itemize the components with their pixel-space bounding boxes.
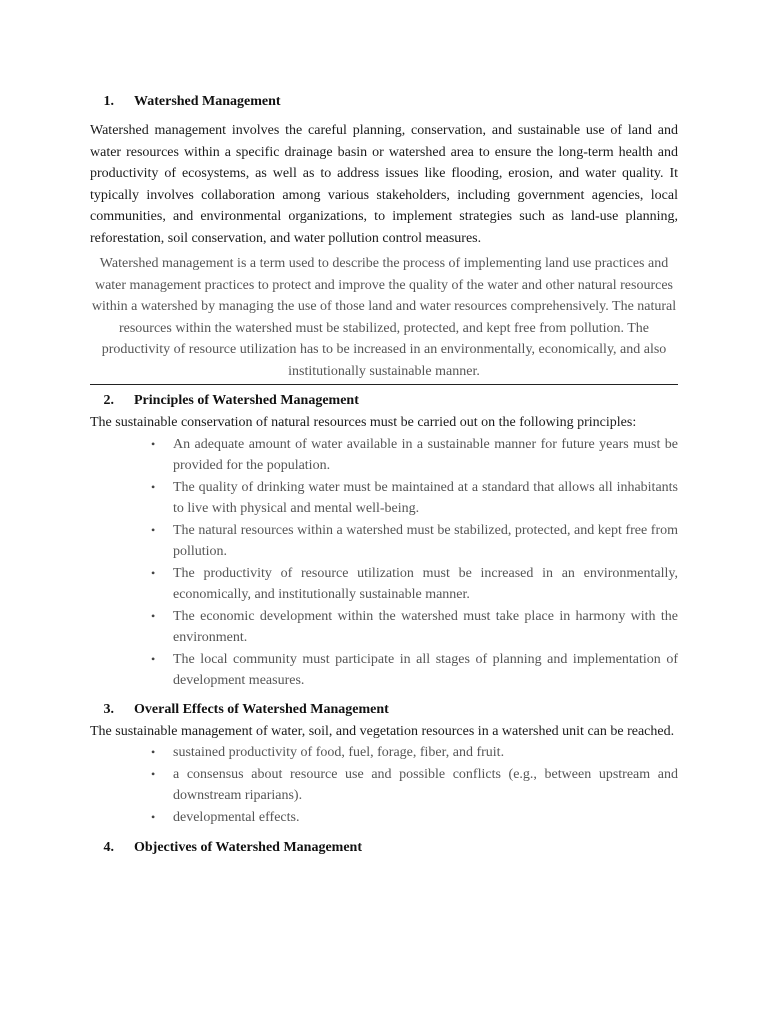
list-item: • a consensus about resource use and possible conflicts (e.g., between upstream and downstream riparians). [173,764,678,807]
bullet-icon: • [151,809,156,824]
section-3-bullet-list [90,742,678,828]
list-item: • The quality of drinking water must be maintained at a standard that allows all inhabitants to live with physical and mental well-being. [173,477,678,520]
bullet-icon: • [151,651,156,666]
section-2-intro: The sustainable conservation of natural resources must be carried out on the following principles: [90,415,637,430]
bullet-icon: • [151,745,156,759]
bullet-icon: • [151,522,156,537]
section-1-heading [90,92,678,112]
section-1-paragraph-2: Watershed management is a term used to describe the process of implementing land use practices and water management practices to protect and improve the quality of the water and other natural resources within a watershed by managing the use of those land and water resources comprehensively. The natural resources within the watershed must be stabilized, protected, and kept free from pollution. The productivity of resource utilization has to be increased in an environmentally, economically, and also institutionally sustainable manner. [91,256,677,379]
bullet-icon: • [151,608,156,623]
section-divider [90,384,678,385]
section-1-title: Watershed Management [134,94,281,109]
section-3-number: 3. [103,701,114,717]
section-2-bullet-list [90,434,678,692]
section-4-heading [90,838,678,858]
bullet-icon: • [151,479,156,494]
bullet-icon: • [151,766,156,781]
section-2-title: Principles of Watershed Management [134,393,359,408]
list-item: • developmental effects. [173,807,678,829]
section-4-title: Objectives of Watershed Management [134,840,362,855]
list-item: • sustained productivity of food, fuel, forage, fiber, and fruit. [173,742,678,764]
list-item: • An adequate amount of water available in a sustainable manner for future years must be provided for the population. [173,434,678,477]
bullet-icon: • [151,565,156,580]
section-4-number: 4. [103,840,114,855]
list-item: • The natural resources within a watershed must be stabilized, protected, and kept free from pollution. [173,520,678,563]
document-page [90,90,678,858]
list-item: • The productivity of resource utilization must be increased in an environmentally, economically, and institutionally sustainable manner. [173,563,678,606]
section-1-number: 1. [103,94,114,109]
list-item: • The local community must participate in all stages of planning and implementation of development measures. [173,649,678,692]
section-1-paragraph-1: Watershed management involves the careful planning, conservation, and sustainable use of land and water resources within a specific drainage basin or watershed area to ensure the long-term health and productivity of ecosystems, as well as to address issues like flooding, erosion, and water quality. It typically involves collaboration among various stakeholders, including government agencies, local communities, and environmental organizations, to implement strategies such as land-use planning, reforestation, soil conservation, and water pollution control measures. [90,123,678,246]
list-item: • The economic development within the watershed must take place in harmony with the environment. [173,606,678,649]
section-2-number: 2. [103,393,114,408]
section-2-heading [90,391,678,411]
section-3-title: Overall Effects of Watershed Management [134,701,389,717]
section-3-heading [90,700,678,720]
section-3-intro: The sustainable management of water, soil, and vegetation resources in a watershed unit can be reached. [90,723,675,739]
bullet-icon: • [151,436,156,451]
